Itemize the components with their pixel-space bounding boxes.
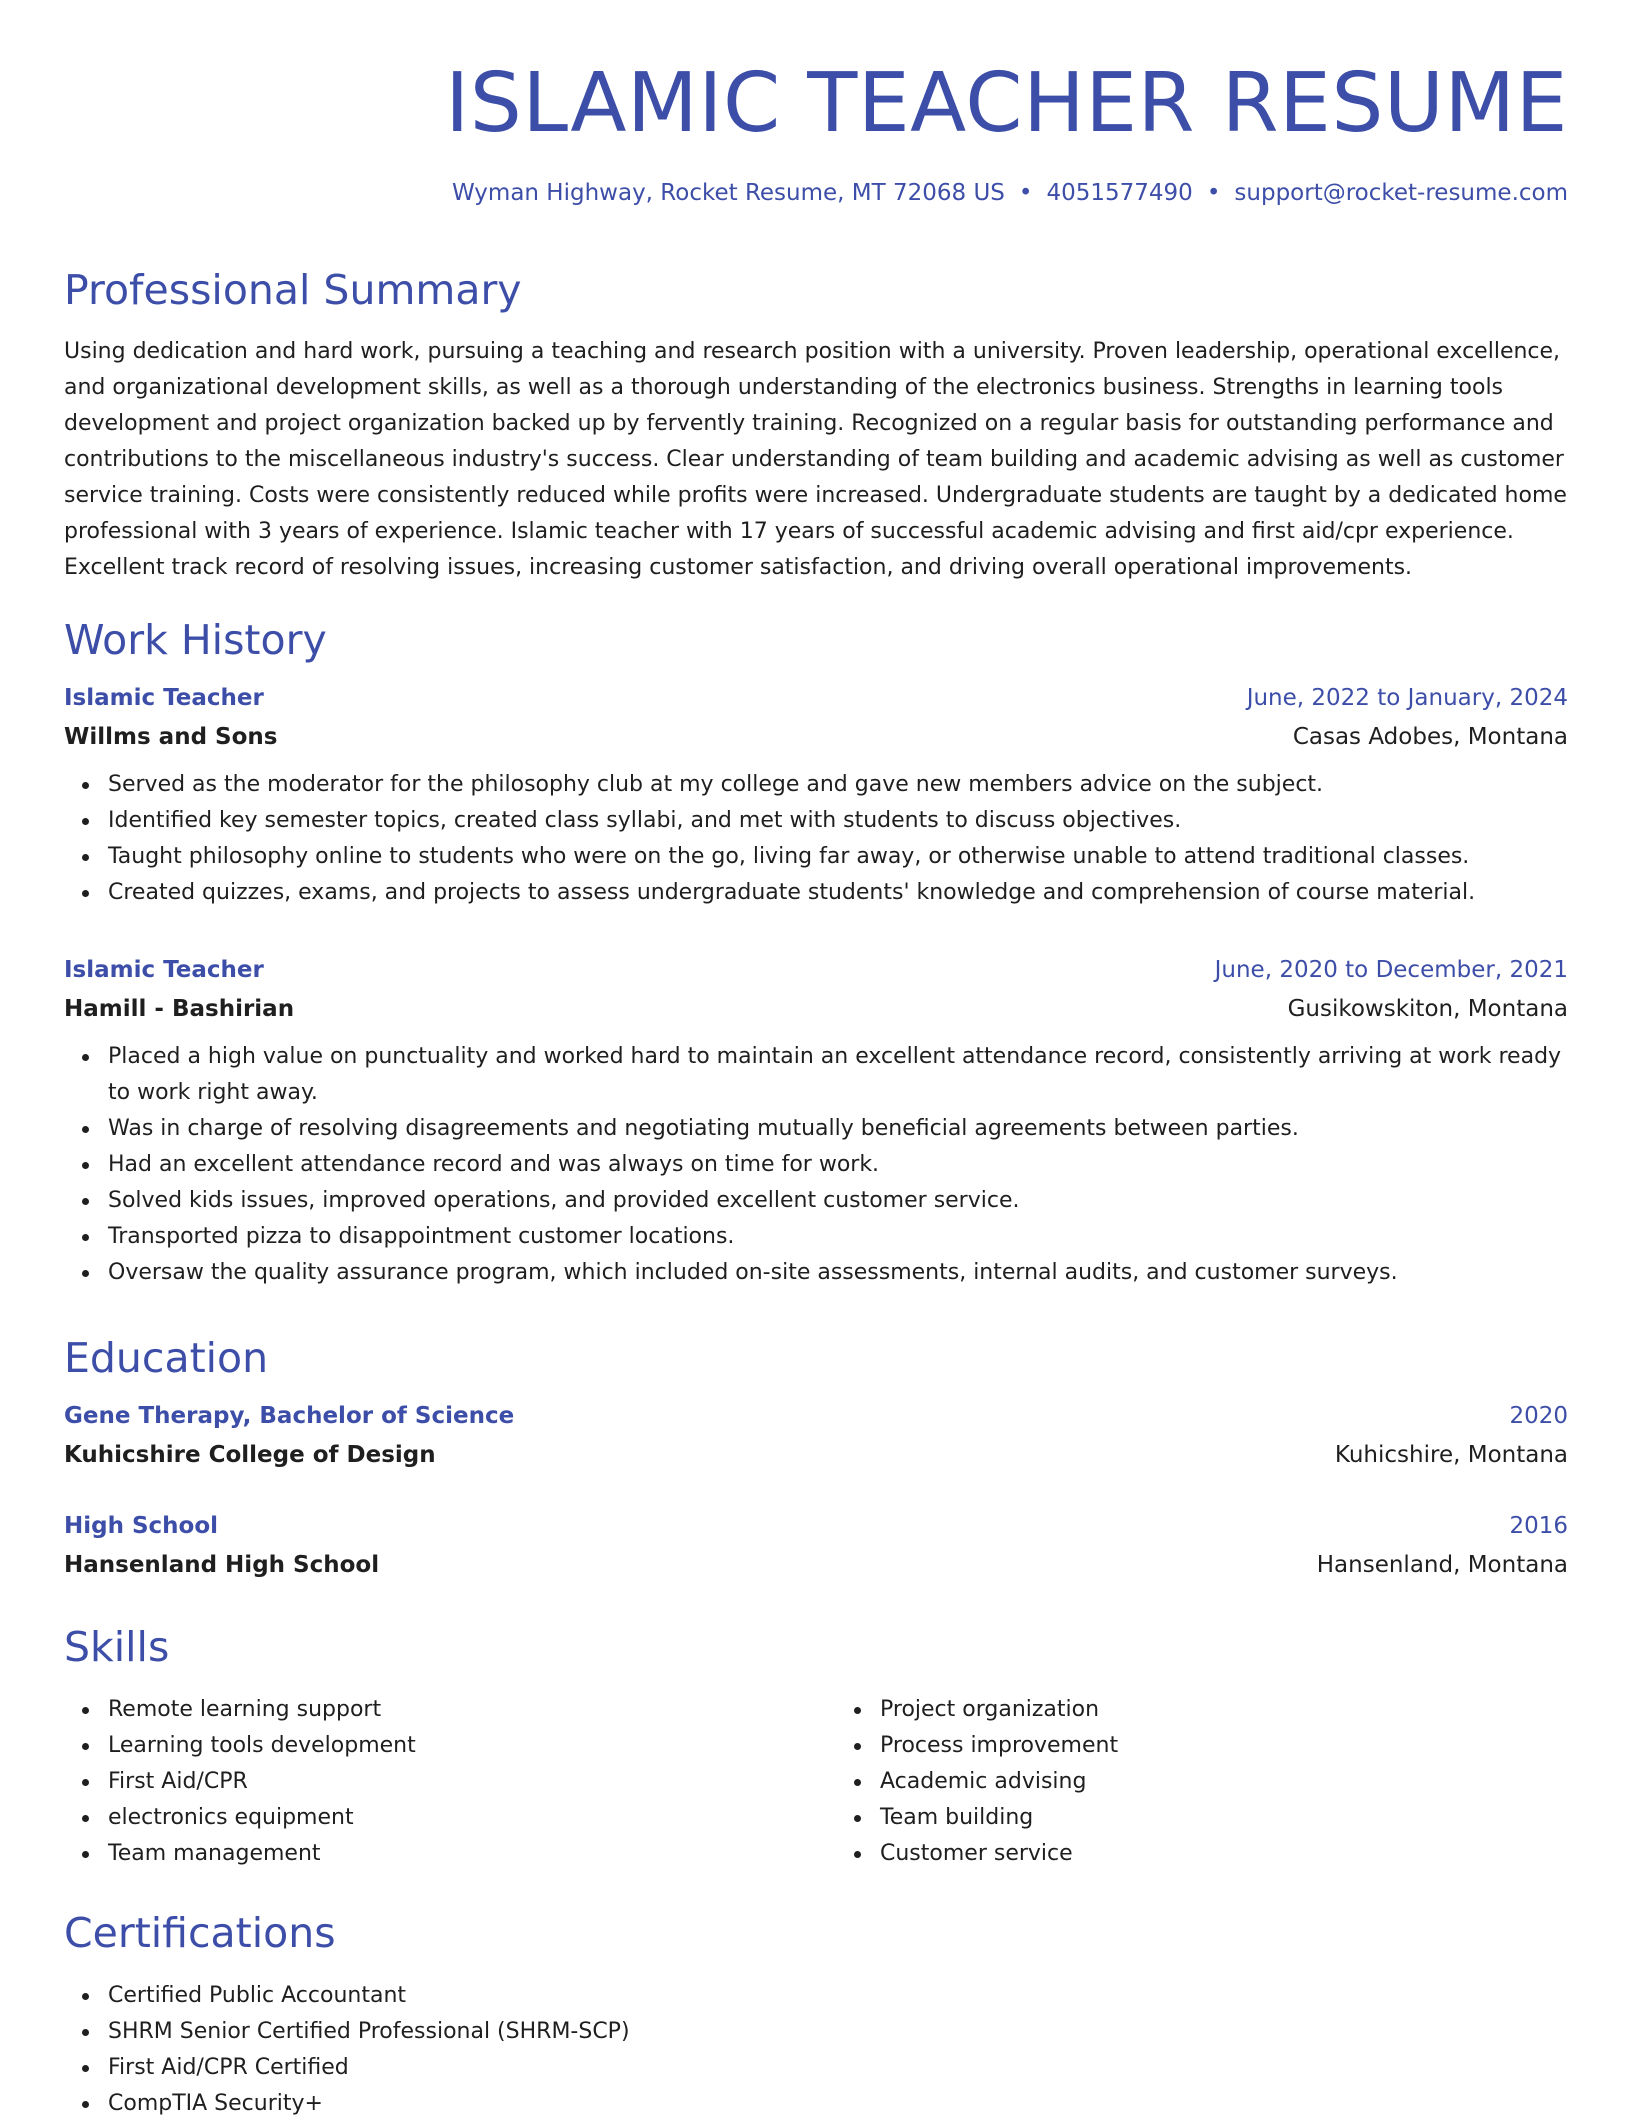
education-year: 2016 [1509,1513,1568,1539]
job-employer: Hamill - Bashirian [64,996,295,1022]
job-bullet: Created quizzes, exams, and projects to assess undergraduate students' knowledge and comprehension of course material. [108,875,1568,911]
certification-item: First Aid/CPR Certified [108,2050,1568,2086]
contact-separator: • [1018,180,1033,206]
job-bullet: Identified key semester topics, created class syllabi, and met with students to discuss objectives. [108,803,1568,839]
job-location: Gusikowskiton, Montana [1287,996,1568,1022]
skills-grid [64,1692,1568,1872]
resume-page [64,0,1568,2116]
certification-bullets [64,1978,1568,2122]
education-year: 2020 [1509,1403,1568,1429]
skill-item: Project organization [880,1692,1568,1728]
job-location: Casas Adobes, Montana [1292,724,1568,750]
skill-item: Team building [880,1800,1568,1836]
skill-item: First Aid/CPR [108,1764,796,1800]
certification-item: CompTIA Security+ [108,2086,1568,2122]
summary-text: Using dedication and hard work, pursuing a teaching and research position with a university. Proven leadership, operational excellence, and organizational development skills, as well as a thorough understanding of the electronics business. Strengths in learning tools development and project organization backed up by fervently training. Recognized on a regular basis for outstanding performance and contributions to the miscellaneous industry's success. Clear understanding of team building and academic advising as well as customer service training. Costs were consistently reduced while profits were increased. Undergraduate students are taught by a dedicated home professional with 3 years of experience. Islamic teacher with 17 years of successful academic advising and first aid/cpr experience. Excellent track record of resolving issues, increasing customer satisfaction, and driving overall operational improvements. [64,339,1567,580]
job-title: Islamic Teacher [64,685,264,711]
skills-column-left [64,1692,796,1872]
job-bullet: Taught philosophy online to students who were on the go, living far away, or otherwise unable to attend traditional classes. [108,839,1568,875]
skill-item: electronics equipment [108,1800,796,1836]
skill-item: Customer service [880,1836,1568,1872]
job-bullet: Oversaw the quality assurance program, which included on-site assessments, internal audits, and customer surveys. [108,1255,1568,1291]
section-title-certifications: Certifications [64,1909,336,1957]
skills-column-right [836,1692,1568,1872]
education-entry [64,1508,1568,1583]
job-dates: June, 2022 to January, 2024 [1246,685,1568,711]
section-title-summary: Professional Summary [64,266,522,314]
job-bullets [64,767,1568,911]
skill-item: Learning tools development [108,1728,796,1764]
skill-item: Process improvement [880,1728,1568,1764]
section-title-skills: Skills [64,1623,170,1671]
certification-item: SHRM Senior Certified Professional (SHRM-SCP) [108,2014,1568,2050]
certifications-list [64,1978,1568,2122]
education-entry [64,1398,1568,1473]
skill-item: Team management [108,1836,796,1872]
contact-email: support@rocket-resume.com [1234,180,1568,206]
education-school: Hansenland High School [64,1552,380,1578]
education-school: Kuhicshire College of Design [64,1442,436,1468]
job-bullet: Transported pizza to disappointment customer locations. [108,1219,1568,1255]
job-title: Islamic Teacher [64,957,264,983]
education-location: Hansenland, Montana [1316,1552,1568,1578]
education-degree: High School [64,1513,219,1539]
job-bullet: Solved kids issues, improved operations, and provided excellent customer service. [108,1183,1568,1219]
job-dates: June, 2020 to December, 2021 [1214,957,1568,983]
job-employer: Willms and Sons [64,724,278,750]
contact-separator: • [1206,180,1221,206]
job-entry [64,680,1568,911]
resume-title: ISLAMIC TEACHER RESUME [445,56,1568,151]
job-bullet: Was in charge of resolving disagreements and negotiating mutually beneficial agreements between parties. [108,1111,1568,1147]
education-degree: Gene Therapy, Bachelor of Science [64,1403,515,1429]
job-bullet: Had an excellent attendance record and was always on time for work. [108,1147,1568,1183]
skill-item: Remote learning support [108,1692,796,1728]
job-bullet: Served as the moderator for the philosophy club at my college and gave new members advice on the subject. [108,767,1568,803]
section-title-work-history: Work History [64,616,327,664]
contact-line [452,178,1568,208]
section-title-education: Education [64,1334,269,1382]
skill-item: Academic advising [880,1764,1568,1800]
job-bullet: Placed a high value on punctuality and worked hard to maintain an excellent attendance record, consistently arriving at work ready to work right away. [108,1039,1568,1111]
job-bullets [64,1039,1568,1291]
education-location: Kuhicshire, Montana [1334,1442,1568,1468]
contact-phone: 4051577490 [1046,180,1193,206]
contact-address: Wyman Highway, Rocket Resume, MT 72068 US [451,180,1005,206]
certification-item: Certified Public Accountant [108,1978,1568,2014]
job-entry [64,952,1568,1291]
